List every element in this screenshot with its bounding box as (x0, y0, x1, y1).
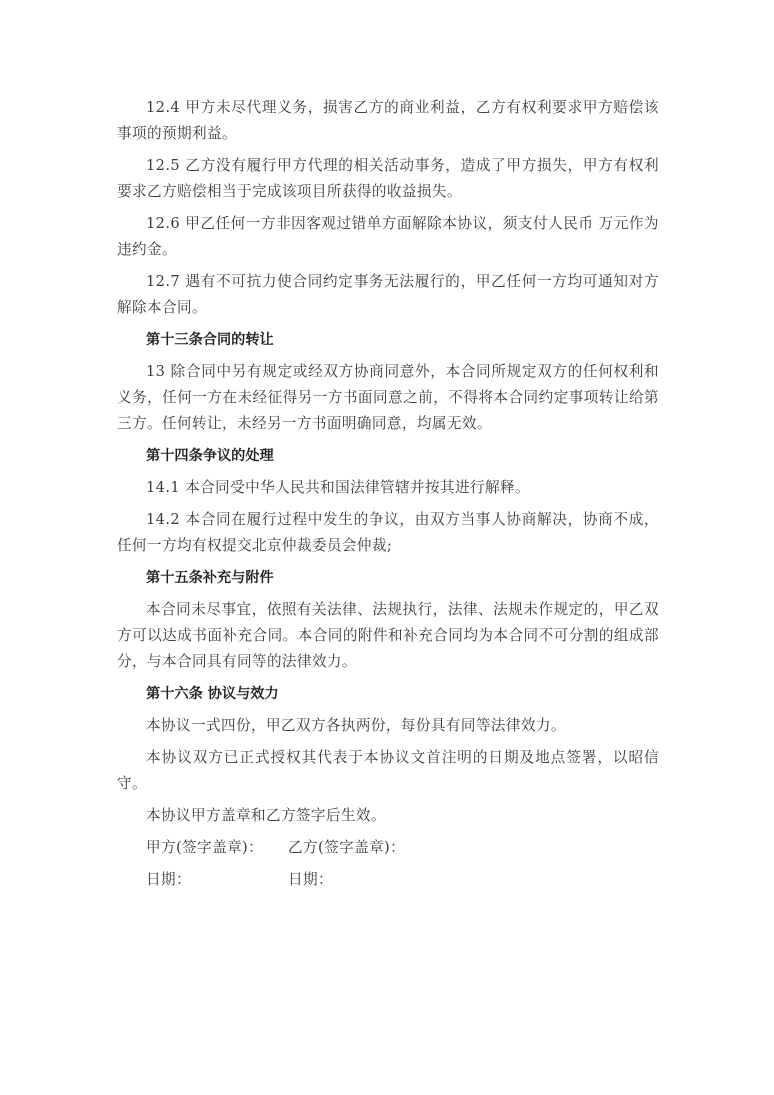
article-16-heading: 第十六条 协议与效力 (146, 686, 279, 702)
party-a-date-label: 日期： (146, 871, 191, 888)
party-b-signature-label: 乙方(签字盖章)： (288, 839, 406, 856)
clause-16-effective: 本协议甲方盖章和乙方签字后生效。 (146, 807, 386, 824)
clause-13: 13 除合同中另有规定或经双方协商同意外，本合同所规定双方的任何权利和义务，任何一方在未经征得另一方书面同意之前，不得将本合同约定事项转让给第三方。任何转让，未经另一方书面明确同意，均属无效。 (117, 363, 659, 432)
article-14-heading: 第十四条争议的处理 (146, 448, 274, 464)
signature-row (117, 835, 659, 861)
clause-16-authorization: 本协议双方已正式授权其代表于本协议文首注明的日期及地点签署，以昭信守。 (117, 749, 659, 792)
clause-12-6: 12.6 甲乙任何一方非因客观过错单方面解除本协议，须支付人民币 万元作为违约金。 (117, 215, 659, 258)
clause-14-1: 14.1 本合同受中华人民共和国法律管辖并按其进行解释。 (146, 479, 530, 496)
party-a-signature-label: 甲方(签字盖章)： (146, 839, 264, 856)
document-page (117, 95, 659, 899)
date-row (117, 867, 659, 893)
article-15-heading: 第十五条补充与附件 (146, 570, 274, 586)
article-13-heading: 第十三条合同的转让 (146, 332, 274, 348)
clause-12-4: 12.4 甲方未尽代理义务，损害乙方的商业利益，乙方有权利要求甲方赔偿该事项的预期利益。 (117, 99, 659, 142)
clause-12-7: 12.7 遇有不可抗力使合同约定事务无法履行的，甲乙任何一方均可通知对方解除本合同。 (117, 273, 659, 316)
clause-16-copies: 本协议一式四份，甲乙双方各执两份，每份具有同等法律效力。 (146, 717, 566, 734)
clause-15: 本合同未尽事宜，依照有关法律、法规执行，法律、法规未作规定的，甲乙双方可以达成书面补充合同。本合同的附件和补充合同均为本合同不可分割的组成部分，与本合同具有同等的法律效力。 (117, 601, 659, 670)
clause-12-5: 12.5 乙方没有履行甲方代理的相关活动事务，造成了甲方损失，甲方有权利要求乙方赔偿相当于完成该项目所获得的收益损失。 (117, 157, 659, 200)
party-b-date-label: 日期： (288, 871, 333, 888)
clause-14-2: 14.2 本合同在履行过程中发生的争议，由双方当事人协商解决，协商不成，任何一方均有权提交北京仲裁委员会仲裁; (117, 511, 659, 554)
